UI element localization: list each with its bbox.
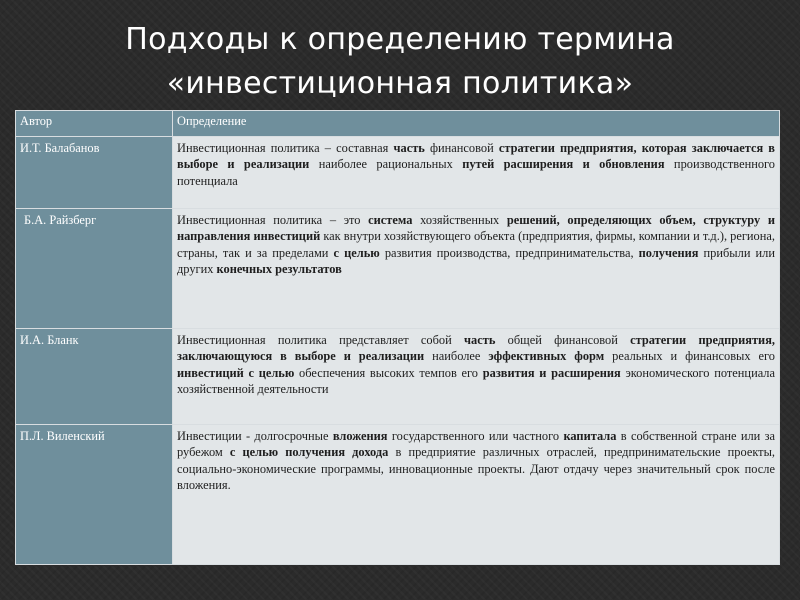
definition-text-fragment: государственного или частного: [387, 429, 564, 443]
definition-bold-fragment: часть: [393, 141, 425, 155]
definition-bold-fragment: инвестиций с целью: [177, 365, 295, 380]
definition-cell: [173, 209, 780, 329]
definition-text-fragment: как внутри хозяйствующего объекта (предприятия, фирмы, компании и т.д.), региона, страны, так и за пределами: [177, 229, 775, 260]
definition-text-fragment: Инвестиционная политика представляет собой: [177, 333, 465, 347]
table-row: [16, 425, 780, 565]
definition-text-fragment: финансовой: [424, 141, 499, 155]
author-cell: И.Т. Балабанов: [16, 137, 173, 209]
definition-text-fragment: Инвестиционная политика – это: [177, 213, 369, 227]
author-cell: И.А. Бланк: [16, 329, 173, 425]
definition-bold-fragment: часть: [464, 333, 496, 347]
definition-text-fragment: Инвестиционная политика – составная: [177, 141, 394, 155]
definition-cell: [173, 329, 780, 425]
definition-text-fragment: наиболее рациональных: [309, 157, 463, 172]
definition-text-fragment: реальных и финансовых его: [604, 349, 775, 364]
definition-text-fragment: производственного потенциала: [177, 157, 776, 188]
definition-text-fragment: обеспечения высоких темпов его: [294, 365, 483, 380]
definition-text-fragment: общей финансовой: [495, 333, 631, 347]
author-cell: Б.А. Райзберг: [16, 209, 173, 329]
slide-title-line-1: Подходы к определению термина: [125, 22, 675, 57]
table-row: [16, 329, 780, 425]
definition-text-fragment: наиболее: [424, 349, 489, 364]
definition-bold-fragment: с целью: [333, 245, 380, 260]
definition-text-fragment: в собственной стране или за рубежом: [177, 429, 776, 460]
definition-bold-fragment: решений, определяющих объем, структуру и направления инвестиций: [177, 213, 776, 244]
definition-bold-fragment: путей расширения и обновления: [462, 157, 665, 172]
definition-bold-fragment: система: [368, 213, 413, 227]
definition-cell: [173, 137, 780, 209]
table-row: [16, 209, 780, 329]
definition-text-fragment: хозяйственных: [412, 213, 507, 227]
slide-title: [0, 18, 800, 106]
author-cell: П.Л. Виленский: [16, 425, 173, 565]
definition-cell: [173, 425, 780, 565]
definition-bold-fragment: стратегии предприятия, которая заключается в выборе и реализации: [177, 141, 775, 172]
header-definition: Определение: [173, 111, 780, 137]
definition-text-fragment: развития производства, предпринимательства,: [379, 245, 639, 260]
definition-text-fragment: в предприятие различных отраслей, предпринимательские проекты, социально-экономические программы, инновационные проекты. Дают отдачу через значительный срок после вложения.: [177, 445, 776, 493]
slide-title-line-2: «инвестиционная политика»: [166, 66, 634, 101]
definition-text-fragment: прибыли или других: [177, 245, 775, 277]
definition-bold-fragment: конечных результатов: [216, 262, 342, 277]
table-row: [16, 137, 780, 209]
definition-bold-fragment: вложения: [332, 429, 388, 443]
table-header-row: [16, 111, 780, 137]
definition-bold-fragment: эффективных форм: [488, 349, 605, 364]
definition-bold-fragment: с целью получения дохода: [229, 445, 389, 460]
definition-bold-fragment: капитала: [563, 429, 617, 443]
definition-bold-fragment: получения: [638, 245, 699, 260]
header-author: Автор: [16, 111, 173, 137]
definition-bold-fragment: развития и расширения: [482, 365, 621, 380]
definition-text-fragment: Инвестиции - долгосрочные: [177, 429, 333, 443]
definition-text-fragment: экономического потенциала хозяйственной деятельности: [177, 365, 775, 397]
definitions-table: [15, 110, 780, 565]
definition-bold-fragment: стратегии предприятия, заключающуюся в выборе и реализации: [177, 333, 776, 364]
